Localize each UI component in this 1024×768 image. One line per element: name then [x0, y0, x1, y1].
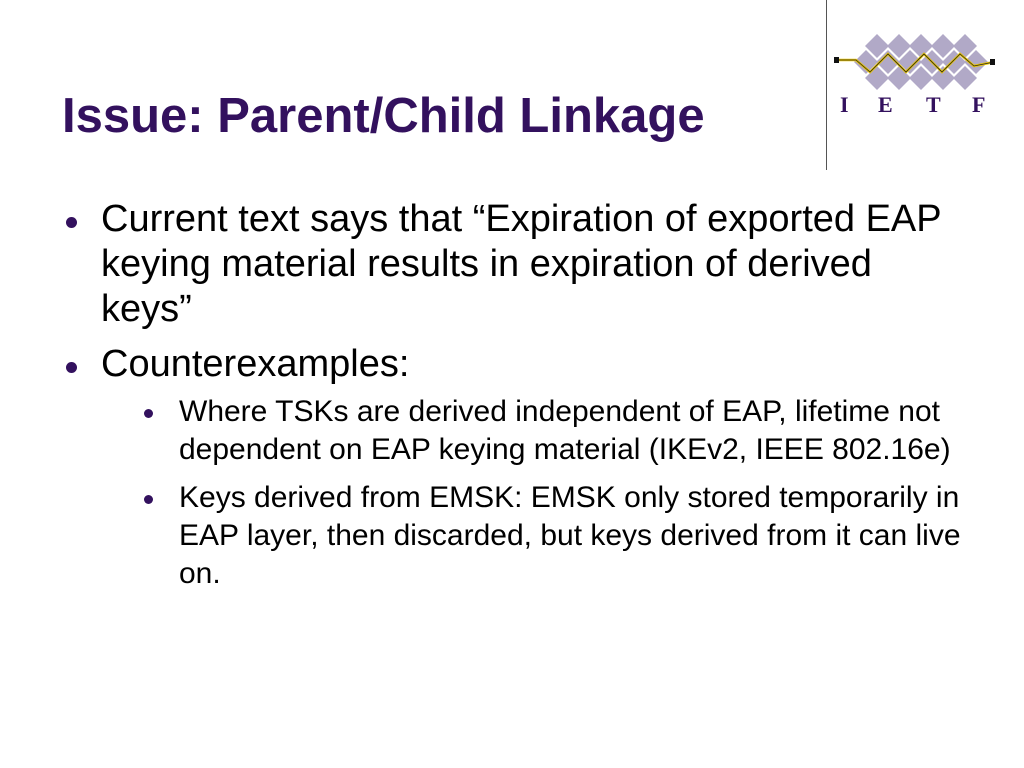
bullet-item: [62, 342, 972, 593]
ietf-logo-icon: [834, 30, 996, 120]
logo-letter-f: F: [972, 92, 986, 117]
sub-bullet-text: Keys derived from EMSK: EMSK only stored temporarily in EAP layer, then discarded, but keys derived from it can live on.: [179, 481, 961, 590]
sub-bullet-item: [141, 479, 972, 593]
logo-letter-i: I: [840, 92, 849, 117]
header-divider: [826, 0, 827, 170]
sub-bullet-list: [141, 393, 972, 593]
sub-bullet-text: Where TSKs are derived independent of EAP, lifetime not dependent on EAP keying material (IKEv2, IEEE 802.16e): [179, 395, 951, 466]
ietf-logo: [834, 30, 996, 120]
logo-letter-t: T: [926, 92, 941, 117]
sub-bullet-dot-icon: [144, 495, 153, 504]
bullet-item: [62, 197, 972, 332]
sub-bullet-dot-icon: [144, 409, 153, 418]
bullet-dot-icon: [66, 362, 77, 373]
logo-letter-e: E: [878, 92, 893, 117]
bullet-dot-icon: [66, 217, 77, 228]
bullet-list: [62, 197, 972, 603]
bullet-text: Current text says that “Expiration of exported EAP keying material results in expiration of derived keys”: [101, 198, 941, 330]
slide-title: Issue: Parent/Child Linkage: [62, 89, 705, 143]
bullet-text: Counterexamples:: [101, 343, 410, 385]
sub-bullet-item: [141, 393, 972, 469]
